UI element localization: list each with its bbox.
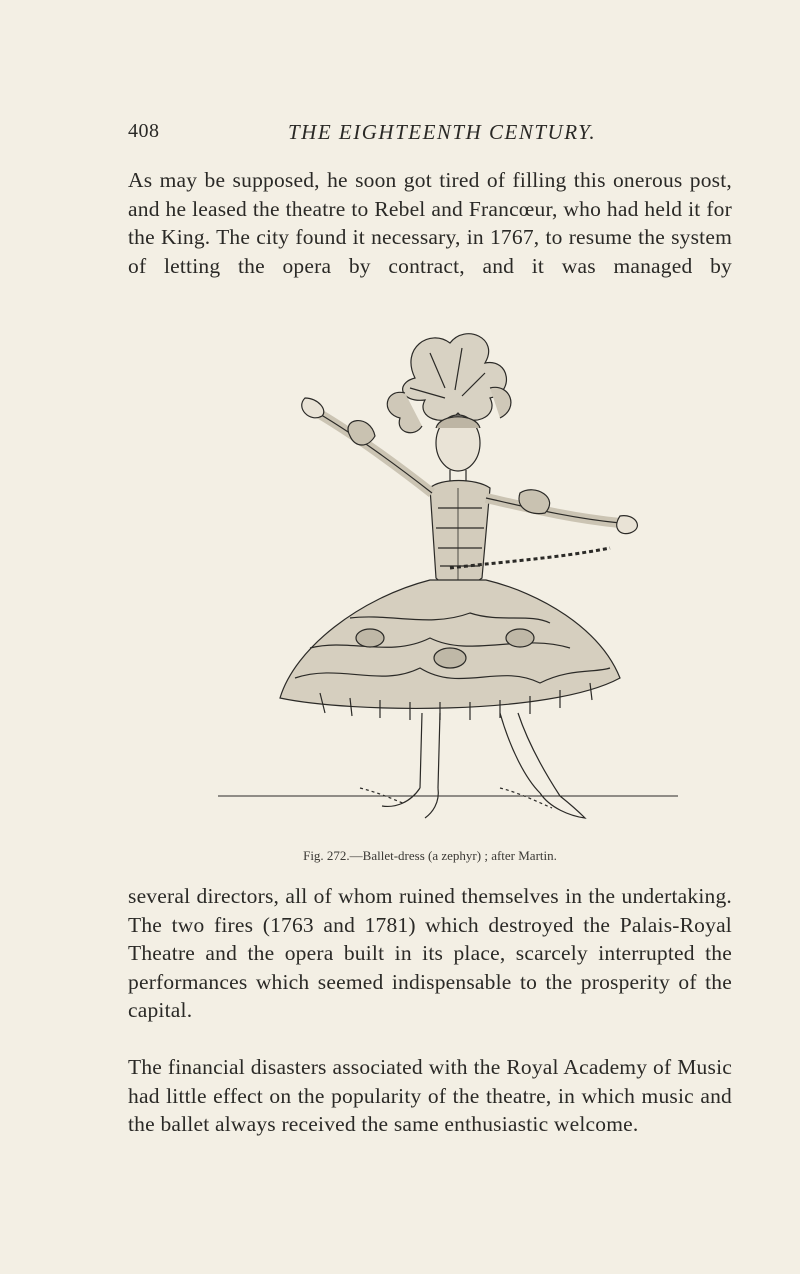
page-number: 408 [128,120,160,142]
ballet-dress-illustration [200,318,690,848]
paragraph-3: The financial disasters associated with the Royal Academy of Music had little effect on the popularity of the theatre, in which music and the ballet always received the same enthusiastic welcome. [128,1055,732,1137]
running-title: THE EIGHTEENTH CENTURY. [288,120,597,144]
paragraph-1: As may be supposed, he soon got tired of filling this onerous post, and he leased the theatre to Rebel and Francœur, who had held it for the King. The city found it necessary, in 1767, to resume the system of letting the opera by contract, and it was managed by [128,168,732,278]
figure-caption: Fig. 272.—Ballet-dress (a zephyr) ; after Martin. [303,848,557,863]
paragraph-2: several directors, all of whom ruined themselves in the undertaking. The two fires (1763 and 1781) which destroyed the Palais-Royal Theatre and the opera built in its place, scarcely interrupted the performances which seemed indispensable to the prosperity of the capital. [128,884,732,1023]
page-header [128,120,732,150]
